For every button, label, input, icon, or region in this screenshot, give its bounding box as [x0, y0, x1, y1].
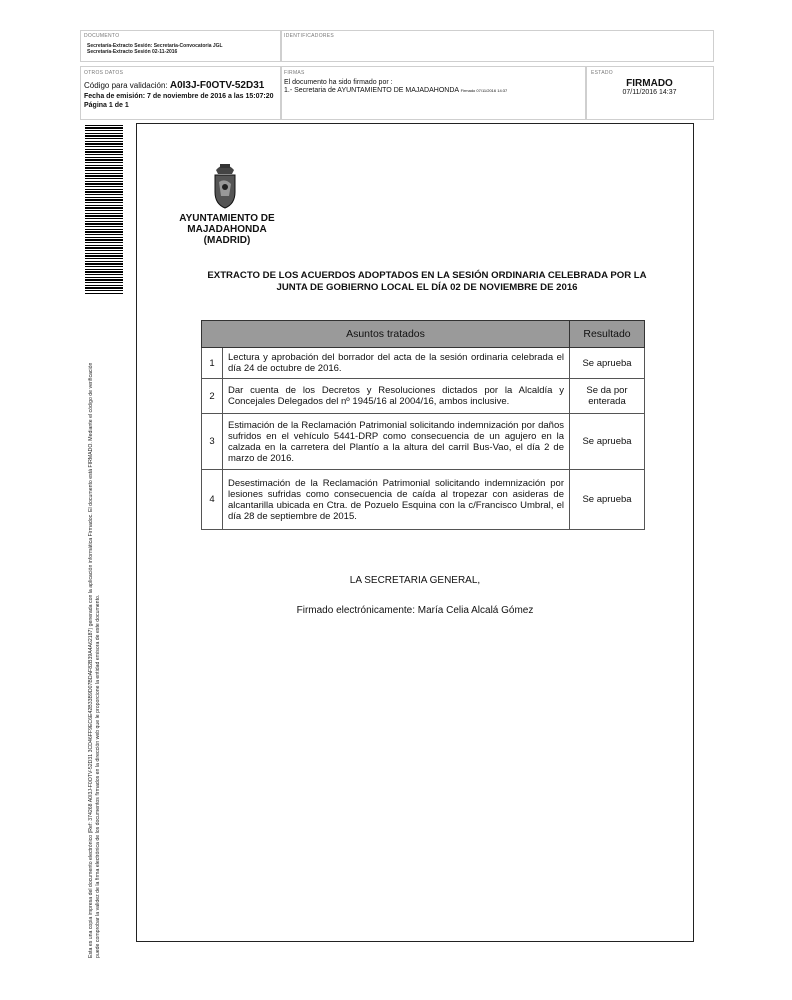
estado-value: FIRMADO — [626, 78, 673, 89]
row-result: Se da por enterada — [570, 379, 645, 414]
table-row — [202, 470, 645, 530]
codigo-validacion — [84, 81, 264, 90]
header-documento-box — [80, 30, 282, 62]
documento-line-2: Secretaría-Extracto Sesión 02-11-2016 — [87, 49, 178, 55]
row-number: 1 — [202, 348, 223, 379]
row-result: Se aprueba — [570, 348, 645, 379]
fecha-emision: Fecha de emisión: 7 de noviembre de 2016 a las 15:07:20 — [84, 93, 274, 100]
table-header-row — [202, 321, 645, 348]
header-otros-datos-box — [80, 66, 282, 120]
firmas-label: FIRMAS — [284, 70, 305, 76]
row-number: 4 — [202, 470, 223, 530]
row-description: Desestimación de la Reclamación Patrimonial solicitando indemnización por lesiones sufridas como consecuencia de caída al tropezar con asideras de alcantarilla ubicada en Ctra. de Pozuelo Esquina con la c/Francisco Umbral, el día 28 de septiembre de 2015. — [223, 470, 570, 530]
letterhead-line-3: (MADRID) — [203, 235, 251, 246]
row-result: Se aprueba — [570, 470, 645, 530]
side-verification-text — [88, 363, 102, 958]
firmas-line-2 — [284, 86, 507, 95]
acuerdos-table — [201, 320, 645, 530]
title-line-2: JUNTA DE GOBIERNO LOCAL EL DÍA 02 DE NOVIEMBRE DE 2016 — [276, 282, 578, 293]
col-header-asuntos: Asuntos tratados — [202, 321, 570, 348]
otros-datos-label: OTROS DATOS — [84, 70, 124, 76]
barcode-graphic — [85, 125, 123, 295]
acuerdos-table-wrapper — [201, 320, 645, 530]
row-result: Se aprueba — [570, 414, 645, 470]
row-description: Lectura y aprobación del borrador del acta de la sesión ordinaria celebrada el día 24 de octubre de 2016. — [223, 348, 570, 379]
estado-date: 07/11/2016 14:37 — [622, 89, 677, 96]
row-description: Estimación de la Reclamación Patrimonial solicitando indemnización por daños sufridos en el vehículo 5441-DRP como consecuencia de un agujero en la calzada en la carretera del Plantío a la altura del carril Bus-Vao, el día 2 de marzo de 2016. — [223, 414, 570, 470]
title-line-1: EXTRACTO DE LOS ACUERDOS ADOPTADOS EN LA SESIÓN ORDINARIA CELEBRADA POR LA — [207, 270, 647, 281]
letterhead-line-2: MAJADAHONDA — [187, 224, 267, 235]
side-text-line-2: puede comprobar la validez de la firma electrónica de los documentos firmados en la dirección web que le proporcione la entidad emisora de este documento. — [95, 594, 101, 958]
col-header-resultado: Resultado — [570, 321, 645, 348]
table-row — [202, 414, 645, 470]
pagina: Página 1 de 1 — [84, 102, 129, 109]
document-frame — [136, 123, 694, 942]
documento-label: DOCUMENTO — [84, 33, 120, 39]
document-title — [197, 270, 657, 294]
table-row — [202, 348, 645, 379]
header-identificadores-box — [280, 30, 714, 62]
row-description: Dar cuenta de los Decretos y Resoluciones dictados por la Alcaldía y Concejales Delegados del nº 1945/16 al 2004/16, ambos inclusive. — [223, 379, 570, 414]
codigo-value: A0I3J-F0OTV-52D31 — [169, 80, 265, 91]
table-row — [202, 379, 645, 414]
row-number: 2 — [202, 379, 223, 414]
coat-of-arms-icon — [211, 160, 239, 210]
letterhead — [167, 213, 287, 246]
letterhead-line-1: AYUNTAMIENTO DE — [179, 213, 275, 224]
side-text-line-1: Esta es una copia impresa del documento electrónico (Ref: 374268 A0I3J-F0OTV-52D31 3CD46FF9EC6E42B33B9D07BDAF82B39A4A62187) generada con la aplicación informática Firmadoc. El documento está FIRMADO. Mediante el código de verificación — [88, 362, 94, 958]
identificadores-label: IDENTIFICADORES — [284, 33, 335, 39]
firmas-signed-date: Firmado 07/11/2016 14:37 — [460, 88, 508, 93]
signature-title: LA SECRETARIA GENERAL, — [349, 575, 481, 586]
documento-line-1: Secretaría-Extracto Sesión: Secretaría-Convocatoria JGL — [87, 43, 223, 49]
firmas-line-1: El documento ha sido firmado por : — [284, 79, 393, 86]
estado-label: ESTADO — [591, 70, 613, 76]
signature-signed: Firmado electrónicamente: María Celia Alcalá Gómez — [296, 605, 534, 616]
row-number: 3 — [202, 414, 223, 470]
codigo-label: Código para validación: — [84, 81, 168, 90]
firmas-signer: 1.- Secretaria de AYUNTAMIENTO DE MAJADAHONDA — [284, 87, 459, 94]
header-estado-box — [585, 66, 714, 120]
header-firmas-box — [280, 66, 587, 120]
